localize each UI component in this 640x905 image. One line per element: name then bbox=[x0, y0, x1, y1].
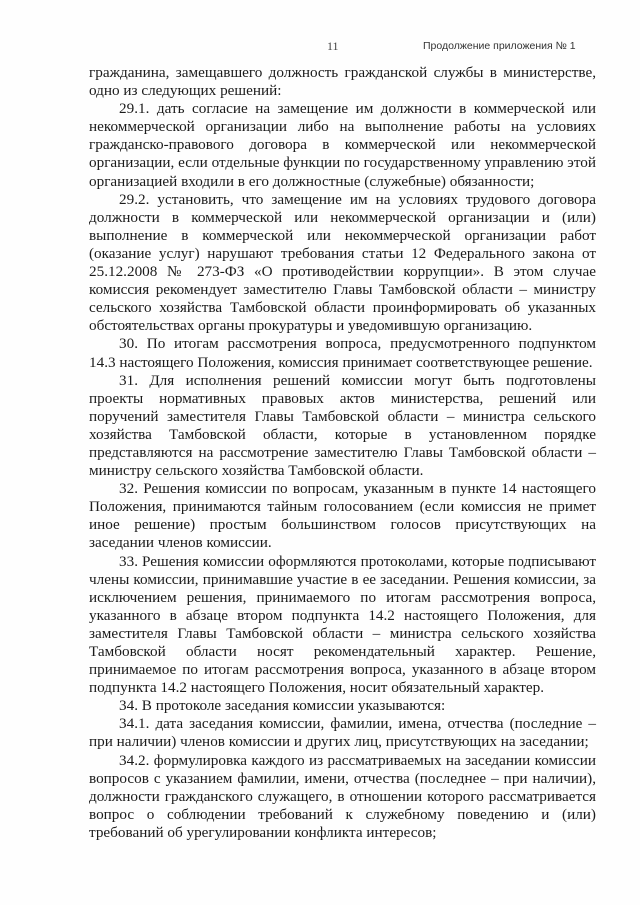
page-number: 11 bbox=[327, 39, 339, 53]
paragraph-33: 33. Решения комиссии оформляются протоколами, которые подписывают члены комиссии, принимавшие участие в ее заседании. Решения комиссии, за исключением решения, принимаемого по итогам рассмотрения вопроса, указанного в абзаце втором подпункта 14.2 настоящего Положения, для заместителя Главы Тамбовской области – министра сельского хозяйства Тамбовской области носят рекомендательный характер. Решение, принимаемое по итогам рассмотрения вопроса, указанного в абзаце втором подпункта 14.2 настоящего Положения, носит обязательный характер. bbox=[89, 552, 596, 697]
paragraph-30: 30. По итогам рассмотрения вопроса, предусмотренного подпунктом 14.3 настоящего Положения, комиссия принимает соответствующее решение. bbox=[89, 335, 596, 371]
paragraph-intro: гражданина, замещавшего должность гражданской службы в министерстве, одно из следующих решений: bbox=[89, 64, 596, 100]
paragraph-29-2: 29.2. установить, что замещение им на условиях трудового договора должности в коммерческой или некоммерческой организации и (или) выполнение в коммерческой или некоммерческой организации работ (оказание услуг) нарушают требования статьи 12 Федерального закона от 25.12.2008 № 273-ФЗ «О противодействии коррупции». В этом случае комиссия рекомендует заместителю Главы Тамбовской области – министру сельского хозяйства Тамбовской области проинформировать об указанных обстоятельствах органы прокуратуры и уведомившую организацию. bbox=[89, 190, 596, 335]
paragraph-34-2: 34.2. формулировка каждого из рассматриваемых на заседании комиссии вопросов с указанием фамилии, имени, отчества (последнее – при наличии), должности гражданского служащего, в отношении которого рассматривается вопрос о соблюдении требований к служебному поведению и (или) требований об урегулировании конфликта интересов; bbox=[89, 751, 596, 841]
paragraph-34: 34. В протоколе заседания комиссии указываются: bbox=[119, 697, 446, 715]
paragraph-34-1: 34.1. дата заседания комиссии, фамилии, имена, отчества (последние – при наличии) членов комиссии и других лиц, присутствующих на заседании; bbox=[89, 715, 596, 751]
paragraph-32: 32. Решения комиссии по вопросам, указанным в пункте 14 настоящего Положения, принимаются тайным голосованием (если комиссия не примет иное решение) простым большинством голосов присутствующих на заседании членов комиссии. bbox=[89, 480, 596, 552]
paragraph-31: 31. Для исполнения решений комиссии могут быть подготовлены проекты нормативных правовых актов министерства, решений или поручений заместителя Главы Тамбовской области – министра сельского хозяйства Тамбовской области, которые в установленном порядке представляются на рассмотрение заместителю Главы Тамбовской области – министру сельского хозяйства Тамбовской области. bbox=[89, 371, 596, 480]
paragraph-29-1: 29.1. дать согласие на замещение им должности в коммерческой или некоммерческой организации либо на выполнение работы на условиях гражданско-правового договора в коммерческой или некоммерческой организации, если отдельные функции по государственному управлению этой организацией входили в его должностные (служебные) обязанности; bbox=[89, 100, 596, 190]
document-body bbox=[89, 64, 596, 842]
appendix-continuation-note: Продолжение приложения № 1 bbox=[423, 40, 576, 52]
